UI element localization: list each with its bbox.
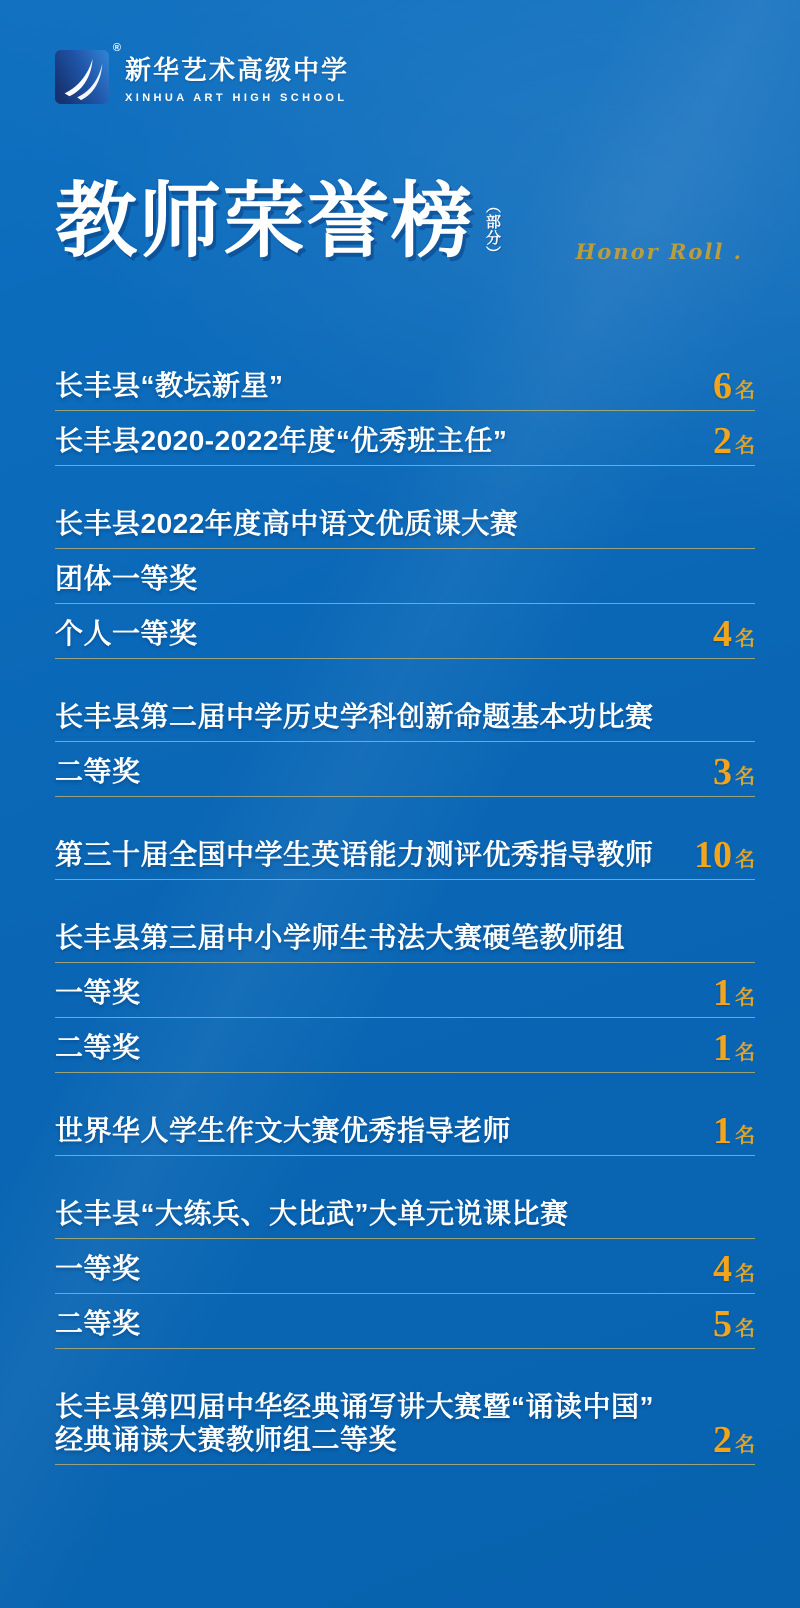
award-count-number: 2 (713, 420, 732, 462)
award-count-unit: 名 (735, 1434, 755, 1456)
honor-row (55, 1101, 755, 1156)
school-name-zh: 新华艺术高级中学 (125, 55, 350, 85)
award-label: 长丰县2020-2022年度“优秀班主任” (55, 425, 508, 456)
school-name-en: XINHUA ART HIGH SCHOOL (125, 92, 348, 104)
honor-section (55, 687, 755, 797)
award-label: 个人一等奖 (55, 618, 198, 649)
award-count-unit: 名 (735, 766, 755, 788)
honor-row (55, 963, 755, 1018)
award-count-unit: 名 (735, 1125, 755, 1147)
honor-row (55, 356, 755, 411)
honor-row (55, 549, 755, 604)
award-count-unit: 名 (735, 435, 755, 457)
honor-section (55, 1101, 755, 1156)
honor-row (55, 1018, 755, 1073)
honor-section (55, 1184, 755, 1349)
honor-row (55, 742, 755, 797)
honor-section (55, 825, 755, 880)
award-count (713, 972, 755, 1014)
award-label: 世界华人学生作文大赛优秀指导老师 (55, 1115, 512, 1146)
award-label: 长丰县“教坛新星” (55, 370, 284, 401)
honor-section (55, 494, 755, 659)
award-count (713, 1248, 755, 1290)
honor-row (55, 825, 755, 880)
honor-row (55, 908, 755, 963)
award-count (694, 834, 755, 876)
award-count (713, 751, 755, 793)
award-label: 长丰县“大练兵、大比武”大单元说课比赛 (55, 1198, 569, 1229)
award-label: 一等奖 (55, 1253, 141, 1284)
award-label: 二等奖 (55, 1032, 141, 1063)
award-count-number: 3 (713, 751, 732, 793)
title-main-wrap (55, 172, 501, 272)
award-count-number: 1 (713, 1110, 732, 1152)
award-count-unit: 名 (735, 849, 755, 871)
award-label: 第三十届全国中学生英语能力测评优秀指导教师 (55, 839, 654, 870)
award-label: 二等奖 (55, 756, 141, 787)
award-label: 长丰县第三届中小学师生书法大赛硬笔教师组 (55, 922, 626, 953)
award-count-number: 1 (713, 1027, 732, 1069)
page-title-suffix: （部分） (484, 198, 502, 262)
award-label: 二等奖 (55, 1308, 141, 1339)
award-count-unit: 名 (735, 628, 755, 650)
school-swoosh-icon (55, 42, 121, 104)
award-label: 团体一等奖 (55, 563, 198, 594)
award-label: 长丰县第二届中学历史学科创新命题基本功比赛 (55, 701, 654, 732)
honor-row (55, 494, 755, 549)
award-count-number: 2 (713, 1419, 732, 1461)
honor-row (55, 1239, 755, 1294)
honor-list (55, 356, 755, 1465)
honor-row (55, 604, 755, 659)
award-count (713, 613, 755, 655)
registered-trademark-mark: ® (112, 42, 121, 54)
award-count-unit: 名 (735, 1318, 755, 1340)
award-count (713, 1027, 755, 1069)
award-label: 长丰县2022年度高中语文优质课大赛 (55, 508, 519, 539)
award-count-number: 5 (713, 1303, 732, 1345)
award-count-number: 4 (713, 1248, 732, 1290)
award-count (713, 1419, 755, 1461)
award-count-unit: 名 (735, 380, 755, 402)
award-count-number: 10 (694, 834, 732, 876)
award-count-number: 6 (713, 365, 732, 407)
award-count-unit: 名 (735, 1042, 755, 1064)
award-count-unit: 名 (735, 1263, 755, 1285)
honor-section (55, 908, 755, 1073)
award-count (713, 1110, 755, 1152)
award-count-number: 1 (713, 972, 732, 1014)
page-title: 教师荣誉榜 (55, 176, 476, 267)
award-label: 一等奖 (55, 977, 141, 1008)
award-count (713, 420, 755, 462)
school-name-block (125, 50, 349, 104)
honor-row (55, 411, 755, 466)
award-count (713, 365, 755, 407)
honor-row (55, 1294, 755, 1349)
title-row (55, 172, 755, 272)
honor-section (55, 1377, 755, 1465)
honor-roll-script-caption: Honor Roll . (575, 239, 743, 264)
award-label: 长丰县第四届中华经典诵写讲大赛暨“诵读中国” 经典诵读大赛教师组二等奖 (55, 1391, 655, 1455)
award-count (713, 1303, 755, 1345)
award-count-unit: 名 (735, 987, 755, 1009)
honor-row (55, 1377, 755, 1465)
honor-section (55, 356, 755, 466)
honor-row (55, 687, 755, 742)
award-count-number: 4 (713, 613, 732, 655)
honor-row (55, 1184, 755, 1239)
school-logo (55, 42, 755, 109)
